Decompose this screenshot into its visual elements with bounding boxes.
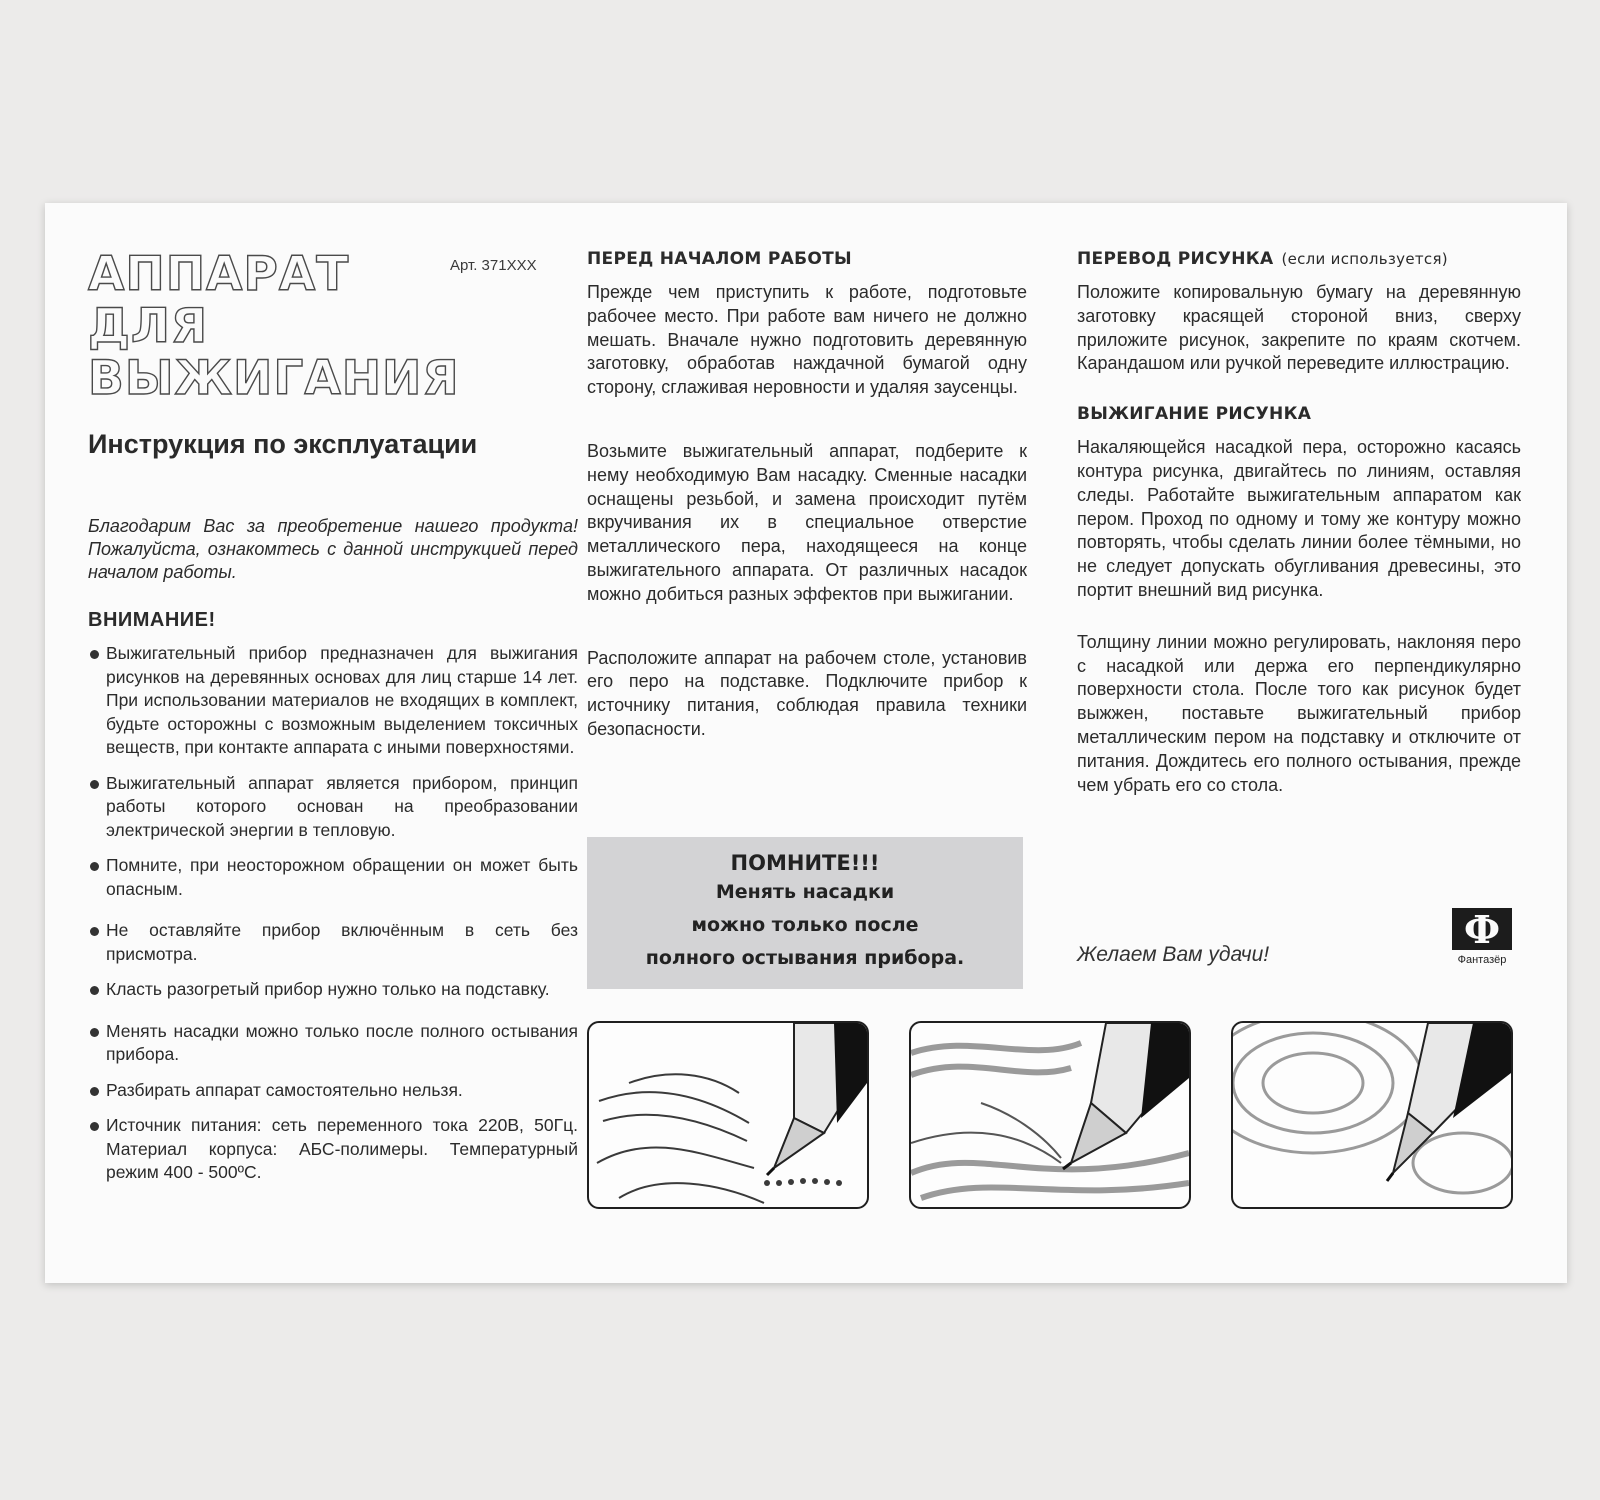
middle-column (587, 239, 1027, 782)
burning-paragraph-2: Толщину линии можно регулировать, наклоняя перо с насадкой или держа его перпендикулярно поверхности стола. После того как рисунок будет выжжен, поставьте выжигательный прибор металлическим пером на подставку и отключите от питания. Дождитесь его полного остывания, прежде чем убрать его со стола. (1077, 631, 1521, 795)
remember-line-1: Менять насадки (715, 881, 895, 903)
article-number: Арт. 371ХХХ (450, 257, 537, 274)
warning-item: Не оставляйте прибор включённым в сеть без присмотра. (88, 919, 578, 966)
before-work-paragraph-3: Расположите аппарат на рабочем столе, установив его перо на подставке. Подключите прибор к источнику питания, соблюдая правила техники безопасности. (587, 647, 1027, 739)
transfer-title (1077, 249, 1521, 269)
brand-mark-icon: Ф (1452, 908, 1512, 950)
burning-paragraph-1: Накаляющейся насадкой пера, осторожно касаясь контура рисунка, двигайтесь по линиям, оставляя следы. Работайте выжигательным аппаратом как пером. Проход по одному и тому же контуру можно повторять, чтобы сделать линии более тёмными, но не следует допускать обугливания древесины, это портит внешний вид рисунка. (1077, 437, 1521, 600)
warning-item: Выжигательный аппарат является прибором, принцип работы которого основан на преобразовании электрической энергии в тепловую. (88, 772, 578, 843)
remember-box (587, 837, 1023, 989)
remember-line-2: можно только после (691, 914, 919, 936)
illustration-circles (1231, 1021, 1513, 1209)
burner-pen-icon (1063, 1023, 1189, 1169)
transfer-paragraph: Положите копировальную бумагу на деревянную заготовку красящей стороной вниз, сверху приложите рисунок, закрепите по краям скотчем. Карандашом или ручкой переведите иллюстрацию. (1077, 282, 1521, 374)
warning-item: Помните, при неосторожном обращении он может быть опасным. (88, 854, 578, 901)
burner-pen-icon (767, 1023, 867, 1175)
brand-logo (1450, 908, 1514, 966)
warning-item: Разбирать аппарат самостоятельно нельзя. (88, 1079, 578, 1103)
remember-line-3: полного остывания прибора. (645, 947, 965, 969)
warning-title: ВНИМАНИЕ! (88, 609, 216, 631)
warning-item: Класть разогретый прибор нужно только на подставку. (88, 978, 578, 1002)
warning-list (88, 642, 578, 1185)
warning-item: Менять насадки можно только после полного остывания прибора. (88, 1020, 578, 1067)
intro-text: Благодарим Вас за преобретение нашего продукта! Пожалуйста, ознакомтесь с данной инструкцией перед началом работы. (88, 516, 578, 582)
title-line-1: АППАРАТ (88, 247, 350, 302)
remember-title: ПОМНИТЕ!!! (730, 851, 880, 875)
before-work-paragraph-1: Прежде чем приступить к работе, подготовьте рабочее место. При работе вам ничего не должно мешать. Вначале нужно подготовить деревянную заготовку, обработав наждачной бумагой одну сторону, сглаживая неровности и удаляя заусенцы. (587, 282, 1027, 398)
manual-subtitle: Инструкция по эксплуатации (88, 429, 478, 459)
left-column (88, 239, 578, 1197)
illustration-wavy-lines (587, 1021, 869, 1209)
title-line-2: ДЛЯ ВЫЖИГАНИЯ (88, 299, 460, 406)
transfer-title-text: ПЕРЕВОД РИСУНКА (1077, 249, 1274, 269)
warning-item: Выжигательный прибор предназначен для выжигания рисунков на деревянных основах для лиц старше 14 лет. При использовании материалов не входящих в комплект, будьте осторожны с возможным выделением токсичных веществ, при контакте аппарата с иными поверхностями. (88, 642, 578, 760)
warning-item: Источник питания: сеть переменного тока 220В, 50Гц. Материал корпуса: АБС-полимеры. Температурный режим 400 - 500ºС. (88, 1114, 578, 1185)
closing-wish: Желаем Вам удачи! (1077, 943, 1270, 966)
right-column (1077, 239, 1521, 825)
instruction-sheet (45, 203, 1567, 1283)
before-work-paragraph-2: Возьмите выжигательный аппарат, подберите к нему необходимую Вам насадку. Сменные насадки оснащены резьбой, и замена происходит путём вкручивания их в специальное отверстие металлического пера, находящееся на конце выжигательного аппарата. От различных насадок можно добиться разных эффектов при выжигании. (587, 440, 1027, 604)
brand-name: Фантазёр (1457, 954, 1507, 966)
burning-title: ВЫЖИГАНИЕ РИСУНКА (1077, 404, 1312, 425)
illustration-swirls (909, 1021, 1191, 1209)
before-work-title: ПЕРЕД НАЧАЛОМ РАБОТЫ (587, 249, 852, 269)
transfer-title-note: (если используется) (1281, 250, 1448, 268)
